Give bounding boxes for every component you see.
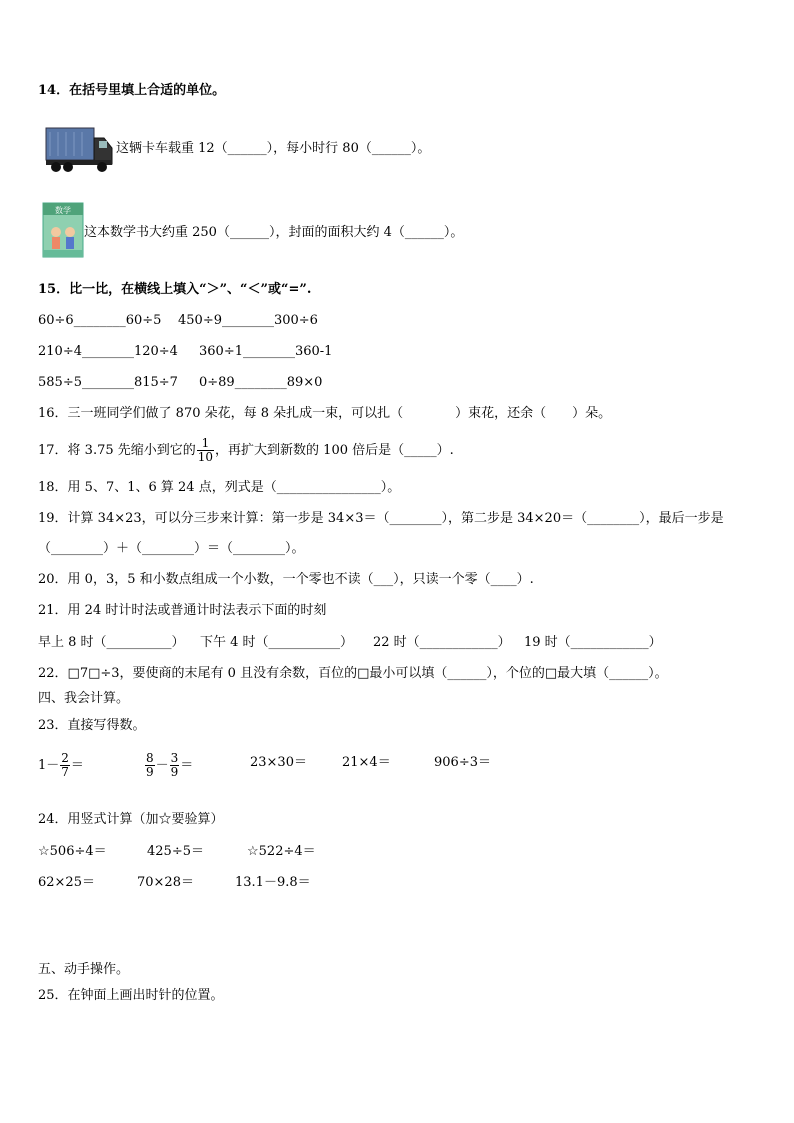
q17-line: [38, 437, 454, 464]
q23-expr-4: 21×4＝: [342, 755, 391, 770]
q24-r1-c3: ☆522÷4＝: [247, 844, 316, 859]
q21-title: 21．用 24 时计时法或普通计时法表示下面的时刻: [38, 603, 327, 618]
q14-title: 14．在括号里填上合适的单位。: [38, 83, 226, 98]
q15-row3-a: 585÷5________815÷7: [38, 375, 178, 390]
q17-fraction: $\frac{1}{10}$: [197, 436, 214, 464]
q15-row2-a: 210÷4________120÷4: [38, 344, 178, 359]
q21-item-3: 22 时（____________）: [373, 635, 511, 650]
q15-row3-b: 0÷89________89×0: [199, 375, 323, 390]
q14-book-text: 这本数学书大约重 250（______），封面的面积大约 4（______）。: [84, 225, 464, 240]
q18-text: 18．用 5、7、1、6 算 24 点，列式是（________________）。: [38, 480, 401, 495]
q23-expr-5: 906÷3＝: [434, 755, 491, 770]
q21-item-2: 下午 4 时（___________）: [200, 635, 354, 650]
q17-post: ，再扩大到新数的 100 倍后是（_____）.: [215, 443, 454, 458]
q23-expr-1: 1－ $\frac{2}{7}$ ＝: [38, 751, 84, 779]
q15-row1-a: 60÷6________60÷5: [38, 313, 162, 328]
q15-title: 15．比一比，在横线上填入“＞”、“＜”或“=”.: [38, 282, 312, 297]
q21-item-1: 早上 8 时（__________）: [38, 635, 185, 650]
q21-item-4: 19 时（____________）: [524, 635, 662, 650]
q16-text: 16．三一班同学们做了 870 朵花，每 8 朵扎成一束，可以扎（ ）束花，还余（ ）朵。: [38, 406, 612, 421]
q24-r2-c2: 70×28＝: [137, 875, 194, 890]
q15-row1-b: 450÷9________300÷6: [178, 313, 318, 328]
q24-r1-c1: ☆506÷4＝: [38, 844, 107, 859]
q19-line1: 19．计算 34×23，可以分三步来计算：第一步是 34×3＝（________），第二步是 34×20＝（________），最后一步是: [38, 511, 724, 526]
q24-r1-c2: 425÷5＝: [147, 844, 204, 859]
math-book-image: [42, 202, 84, 258]
q24-title: 24．用竖式计算（加☆要验算）: [38, 812, 224, 827]
book-cover-title: 数学: [55, 206, 71, 215]
q24-r2-c1: 62×25＝: [38, 875, 95, 890]
q23-expr-3: 23×30＝: [250, 755, 307, 770]
q23-expr-2: $\frac{8}{9}$ － $\frac{3}{9}$ ＝: [146, 751, 194, 779]
q17-pre: 17．将 3.75 先缩小到它的: [38, 443, 196, 458]
truck-image: [44, 124, 116, 174]
section-4-heading: 四、我会计算。: [38, 691, 130, 706]
q20-text: 20．用 0，3，5 和小数点组成一个小数，一个零也不读（___），只读一个零（____）.: [38, 572, 534, 587]
q15-row2-b: 360÷1________360-1: [199, 344, 333, 359]
q19-line2: （________）＋（________）＝（________）。: [38, 541, 305, 556]
q25-text: 25．在钟面上画出时针的位置。: [38, 988, 224, 1003]
section-5-heading: 五、动手操作。: [38, 962, 130, 977]
q22-text: 22．□7□÷3，要使商的末尾有 0 且没有余数，百位的□最小可以填（______），个位的□最大填（______）。: [38, 666, 668, 681]
q23-title: 23．直接写得数。: [38, 718, 146, 733]
q14-truck-text: 这辆卡车载重 12（______），每小时行 80（______）。: [116, 141, 431, 156]
q24-r2-c3: 13.1－9.8＝: [235, 875, 311, 890]
